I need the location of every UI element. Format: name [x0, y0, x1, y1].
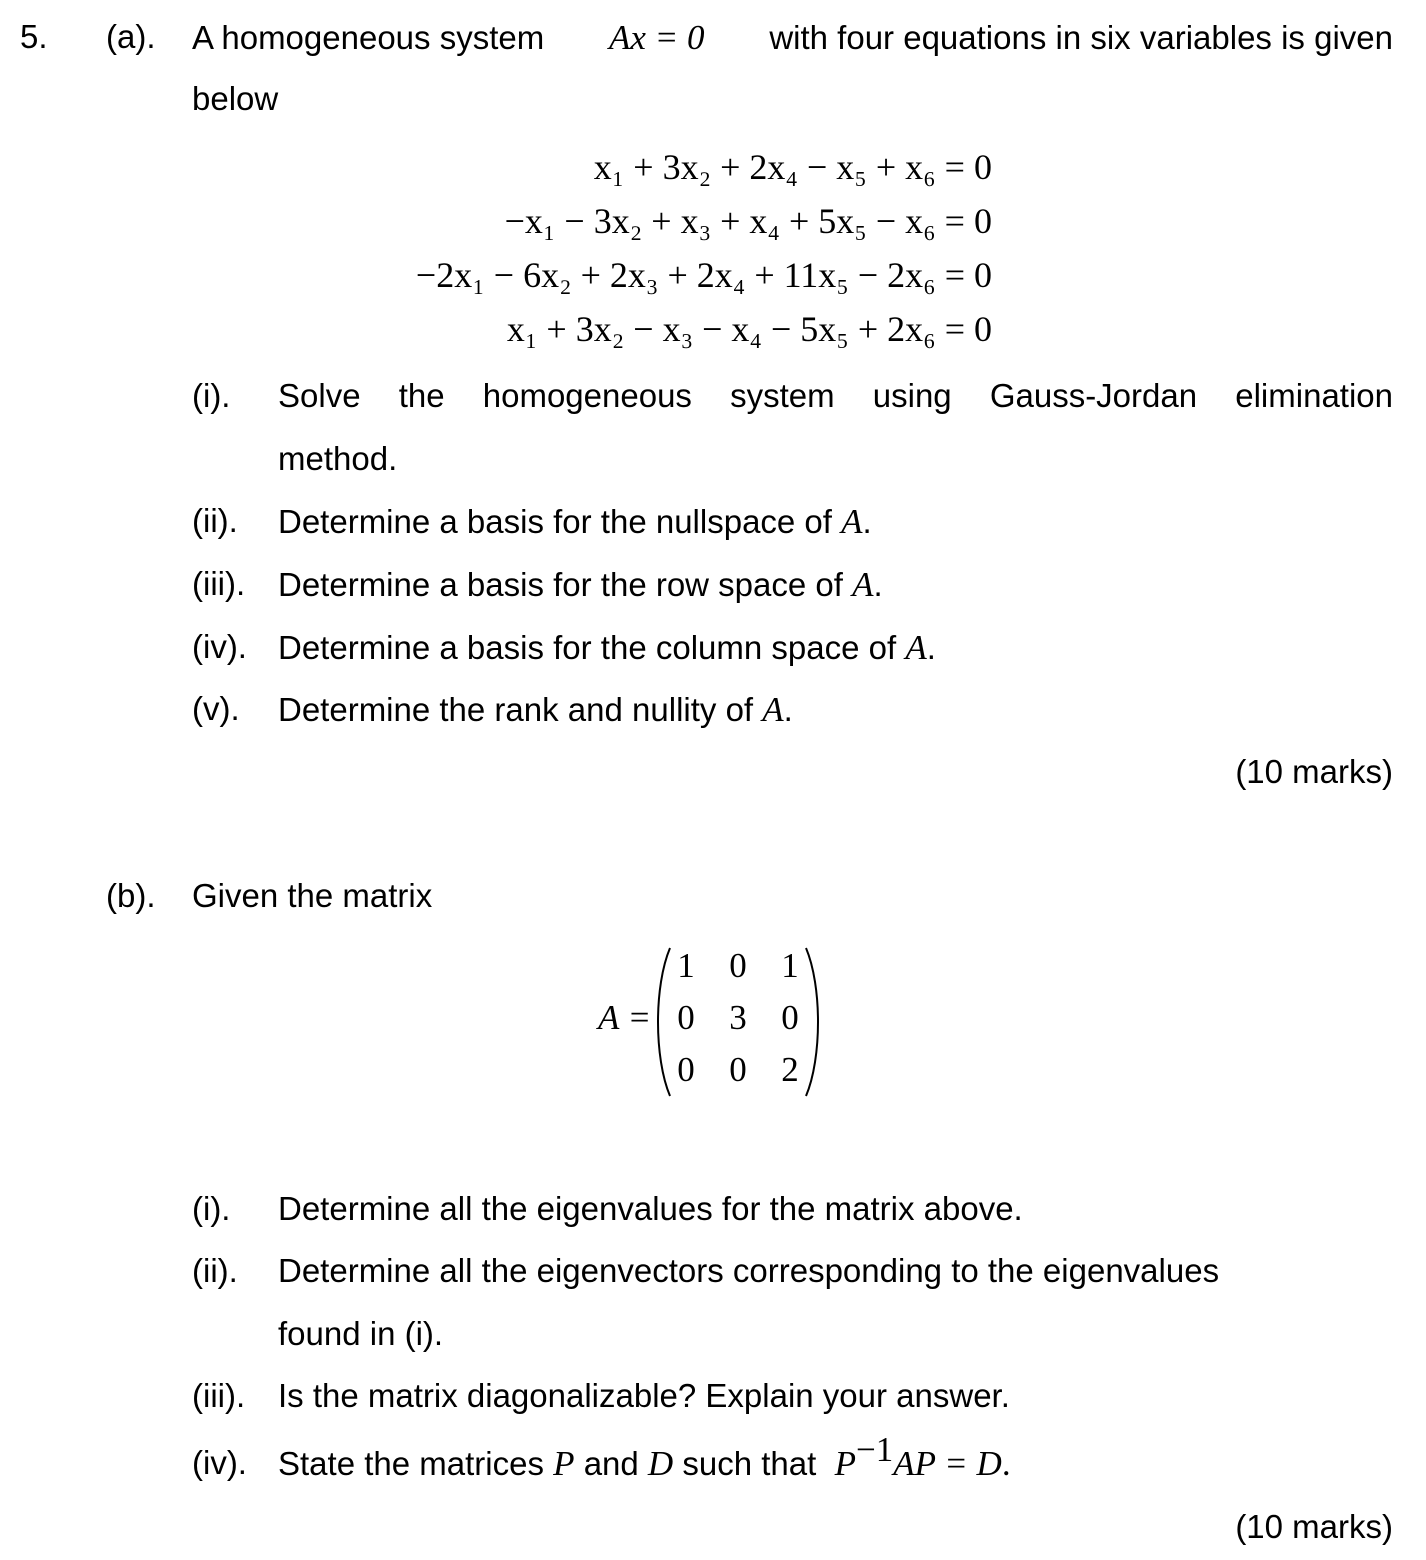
- part-b-item-ii-text: Determine all the eigenvectors corresponding to the eigenvalues: [278, 1252, 1220, 1289]
- matrix-cell-r3c1: 0: [677, 1050, 695, 1089]
- part-a-intro-text-2: with four equations in six variables is given: [769, 19, 1393, 56]
- part-b-item-ii-text-line2: found in (i).: [278, 1315, 444, 1352]
- equation-1: x₁ + 3x₂ + 2x₄ − x₅ + x₆ = 0: [593, 147, 992, 187]
- question-number: 5.: [20, 18, 48, 55]
- part-a-item-i-text: Solve the homogeneous system using Gauss-Jordan elimination: [278, 377, 1393, 414]
- part-b-item-iv-label: (iv).: [192, 1444, 247, 1481]
- equation-3: −2x₁ − 6x₂ + 2x₃ + 2x₄ + 11x₅ − 2x₆ = 0: [415, 255, 992, 295]
- matrix-cell-r3c2: 0: [729, 1050, 747, 1089]
- part-a-item-i-text-line2: method.: [278, 440, 398, 477]
- part-a-item-iv-label: (iv).: [192, 628, 247, 665]
- part-a-item-iii-label: (iii).: [192, 565, 246, 602]
- matrix-cell-r1c1: 1: [677, 946, 695, 985]
- part-a-intro-math: Ax = 0: [609, 18, 705, 57]
- part-b-item-ii-label: (ii).: [192, 1252, 238, 1289]
- part-a-intro: [192, 18, 1393, 58]
- part-b-item-i-text: Determine all the eigenvalues for the matrix above.: [278, 1190, 1023, 1227]
- part-a-item-v-label: (v).: [192, 690, 240, 727]
- equation-2: −x₁ − 3x₂ + x₃ + x₄ + 5x₅ − x₆ = 0: [504, 201, 992, 241]
- part-a-label: (a).: [106, 18, 156, 55]
- part-a-item-ii-text: Determine a basis for the nullspace of A.: [278, 502, 872, 541]
- part-a-marks: (10 marks): [1235, 753, 1393, 790]
- matrix-cell-r2c3: 0: [781, 998, 799, 1037]
- matrix-cell-r1c2: 0: [729, 946, 747, 985]
- part-b-item-i-label: (i).: [192, 1190, 231, 1227]
- part-b-item-iv-text: State the matrices P and D such that $P^{-1}AP = D$.: [278, 1430, 1011, 1483]
- part-a-intro-line2: below: [192, 80, 279, 117]
- matrix-cell-r2c2: 3: [729, 998, 747, 1037]
- part-b-marks: (10 marks): [1235, 1508, 1393, 1545]
- matrix-cell-r2c1: 0: [677, 998, 695, 1037]
- part-b-item-iii-text: Is the matrix diagonalizable? Explain your answer.: [278, 1377, 1010, 1414]
- part-b-label: (b).: [106, 877, 156, 914]
- part-a-item-i-label: (i).: [192, 377, 231, 414]
- equation-system: [416, 140, 992, 356]
- part-a-item-v-text: Determine the rank and nullity of A.: [278, 690, 793, 729]
- equation-4: x₁ + 3x₂ − x₃ − x₄ − 5x₅ + 2x₆ = 0: [506, 309, 992, 349]
- part-a-intro-text-1: A homogeneous system: [192, 19, 545, 56]
- part-a-item-ii-label: (ii).: [192, 502, 238, 539]
- matrix-lhs: A =: [598, 998, 652, 1037]
- part-b-intro: Given the matrix: [192, 877, 433, 914]
- matrix-cell-r3c3: 2: [781, 1050, 799, 1089]
- matrix-cell-r1c3: 1: [781, 946, 799, 985]
- part-a-item-iv-text: Determine a basis for the column space of A.: [278, 628, 936, 667]
- part-a-item-iii-text: Determine a basis for the row space of A.: [278, 565, 883, 604]
- part-b-item-iii-label: (iii).: [192, 1377, 246, 1414]
